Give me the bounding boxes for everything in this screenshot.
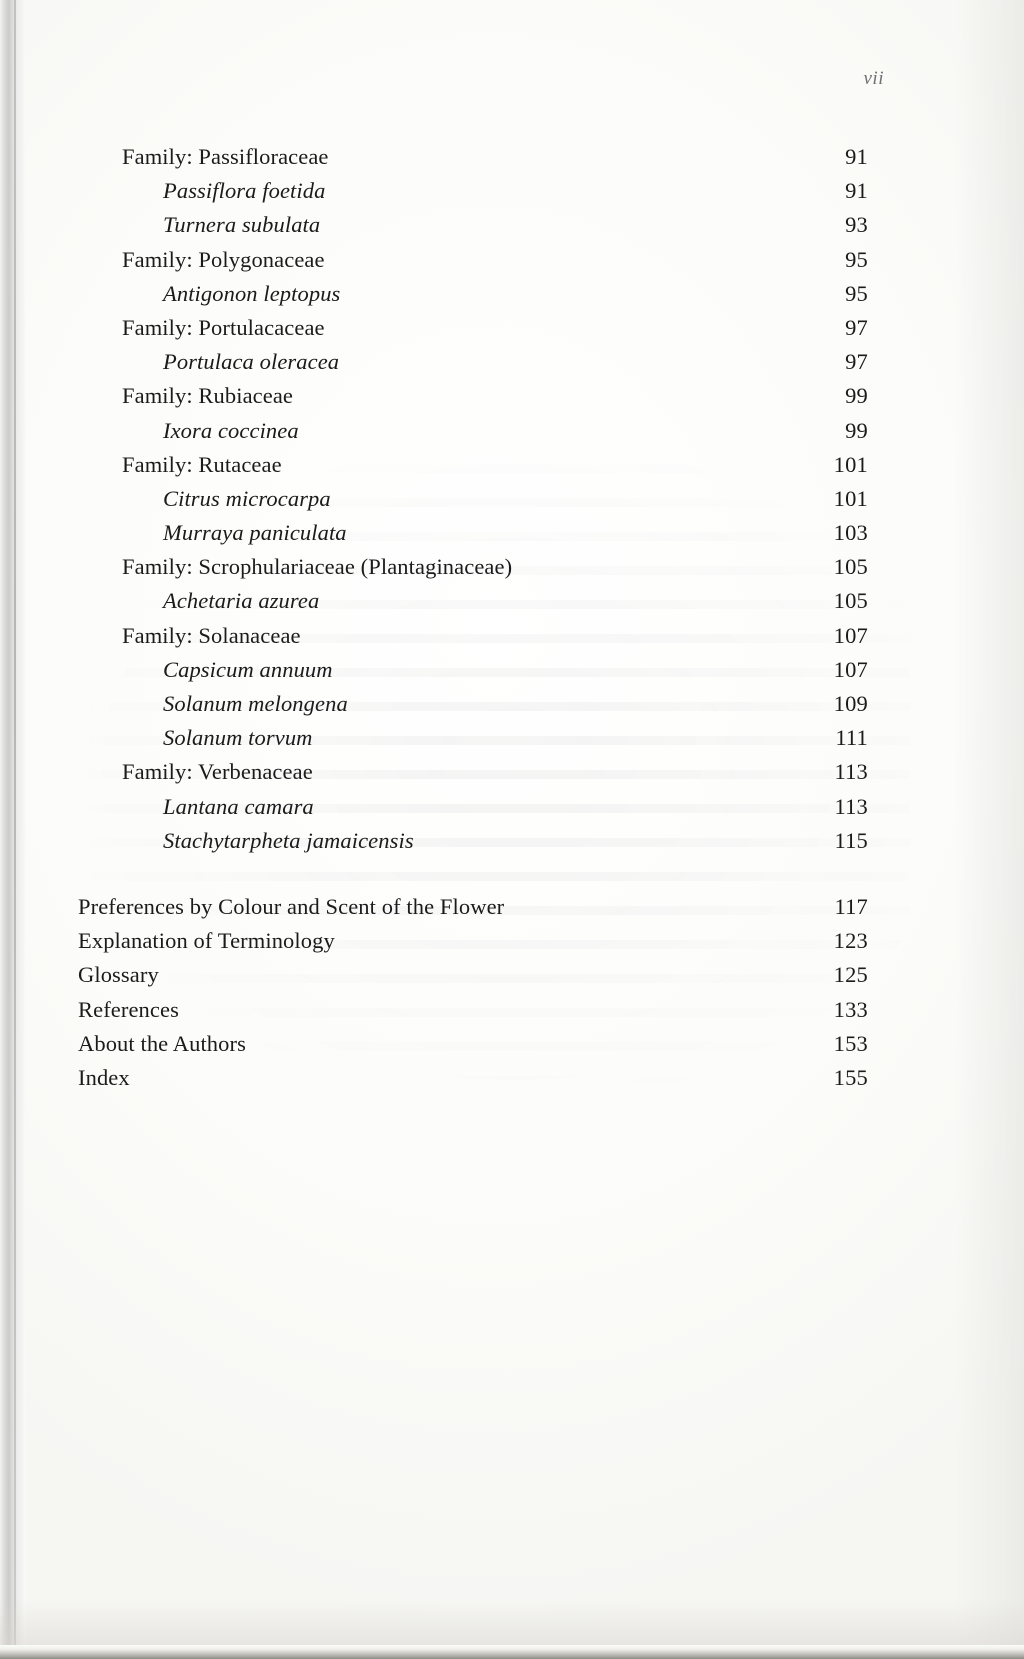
toc-entry-label: Explanation of Terminology	[78, 928, 335, 954]
toc-entry-page-number: 155	[833, 1064, 868, 1090]
toc-section-separator	[78, 858, 868, 890]
toc-entry-page-number: 95	[845, 280, 868, 306]
toc-entry-row[interactable]	[78, 174, 868, 208]
toc-entry-label: Turnera subulata	[163, 212, 321, 238]
toc-entry-page-number: 99	[845, 417, 868, 443]
toc-entry-row[interactable]	[78, 516, 868, 550]
toc-entry-row[interactable]	[78, 379, 868, 413]
toc-entry-page-number: 113	[834, 793, 868, 819]
toc-entry-label: Ixora coccinea	[163, 417, 299, 443]
toc-back-matter-row[interactable]	[78, 1061, 868, 1095]
toc-entry-label: Family: Polygonaceae	[122, 246, 325, 272]
toc-entry-page-number: 95	[845, 246, 868, 272]
toc-entry-page-number: 107	[833, 622, 868, 648]
toc-entry-label: Citrus microcarpa	[163, 485, 331, 511]
toc-back-matter-row[interactable]	[78, 890, 868, 924]
toc-entry-page-number: 103	[833, 520, 868, 546]
toc-entry-label: Preferences by Colour and Scent of the Flower	[78, 893, 505, 919]
toc-entry-row[interactable]	[78, 140, 868, 174]
toc-entry-label: Family: Scrophulariaceae (Plantaginaceae)	[122, 554, 513, 580]
toc-back-matter-row[interactable]	[78, 924, 868, 958]
toc-entry-page-number: 117	[834, 893, 868, 919]
toc-entry-page-number: 93	[845, 212, 868, 238]
toc-entry-page-number: 97	[845, 349, 868, 375]
toc-entry-row[interactable]	[78, 345, 868, 379]
toc-family-species-list	[78, 140, 868, 858]
toc-entry-row[interactable]	[78, 790, 868, 824]
toc-entry-label: Family: Verbenaceae	[122, 759, 313, 785]
toc-entry-label: Achetaria azurea	[163, 588, 320, 614]
toc-entry-label: Lantana camara	[163, 793, 314, 819]
toc-entry-page-number: 111	[835, 725, 868, 751]
toc-entry-page-number: 97	[845, 314, 868, 340]
toc-entry-row[interactable]	[78, 755, 868, 789]
toc-entry-label: Passiflora foetida	[163, 178, 326, 204]
toc-entry-label: Stachytarpheta jamaicensis	[163, 827, 414, 853]
toc-back-matter-row[interactable]	[78, 993, 868, 1027]
toc-entry-page-number: 115	[834, 827, 868, 853]
toc-entry-page-number: 105	[833, 588, 868, 614]
toc-entry-row[interactable]	[78, 653, 868, 687]
toc-entry-row[interactable]	[78, 619, 868, 653]
table-of-contents	[78, 140, 868, 1095]
toc-entry-label: Family: Passifloraceae	[122, 144, 329, 169]
toc-entry-row[interactable]	[78, 311, 868, 345]
toc-entry-label: Family: Solanaceae	[122, 622, 301, 648]
toc-entry-label: Antigonon leptopus	[163, 280, 341, 306]
toc-entry-row[interactable]	[78, 414, 868, 448]
toc-entry-page-number: 107	[833, 656, 868, 682]
toc-entry-row[interactable]	[78, 208, 868, 242]
toc-entry-label: Index	[78, 1064, 130, 1090]
toc-entry-label: Solanum melongena	[163, 691, 348, 716]
toc-back-matter-list	[78, 890, 868, 1095]
toc-entry-label: Family: Rubiaceae	[122, 383, 294, 409]
toc-entry-page-number: 153	[833, 1030, 868, 1056]
toc-entry-row[interactable]	[78, 584, 868, 618]
toc-entry-row[interactable]	[78, 687, 868, 721]
toc-entry-page-number: 99	[845, 383, 868, 409]
toc-entry-row[interactable]	[78, 243, 868, 277]
toc-entry-row[interactable]	[78, 721, 868, 755]
toc-entry-page-number: 113	[834, 759, 868, 785]
toc-back-matter-row[interactable]	[78, 1027, 868, 1061]
toc-entry-page-number: 123	[833, 928, 868, 954]
page-number-folio: vii	[863, 68, 884, 89]
toc-entry-page-number: 101	[833, 451, 868, 477]
toc-entry-row[interactable]	[78, 550, 868, 584]
toc-entry-page-number: 91	[845, 178, 868, 204]
toc-entry-label: Solanum torvum	[163, 725, 313, 751]
toc-entry-label: Family: Rutaceae	[122, 451, 282, 477]
toc-entry-page-number: 125	[833, 962, 868, 988]
toc-entry-row[interactable]	[78, 448, 868, 482]
toc-back-matter-row[interactable]	[78, 958, 868, 992]
toc-entry-label: About the Authors	[78, 1030, 246, 1056]
toc-entry-label: Family: Portulacaceae	[122, 314, 325, 340]
toc-entry-label: Portulaca oleracea	[163, 349, 340, 375]
toc-entry-label: Capsicum annuum	[163, 656, 333, 682]
toc-entry-label: References	[78, 996, 179, 1022]
toc-entry-row[interactable]	[78, 277, 868, 311]
toc-entry-label: Glossary	[78, 962, 159, 988]
toc-entry-page-number: 101	[833, 485, 868, 511]
toc-entry-page-number: 105	[833, 554, 868, 580]
toc-entry-row[interactable]	[78, 824, 868, 858]
toc-entry-row[interactable]	[78, 482, 868, 516]
toc-entry-page-number: 91	[845, 144, 868, 169]
toc-entry-page-number: 133	[833, 996, 868, 1022]
toc-entry-page-number: 109	[833, 691, 868, 716]
toc-entry-label: Murraya paniculata	[163, 520, 347, 546]
